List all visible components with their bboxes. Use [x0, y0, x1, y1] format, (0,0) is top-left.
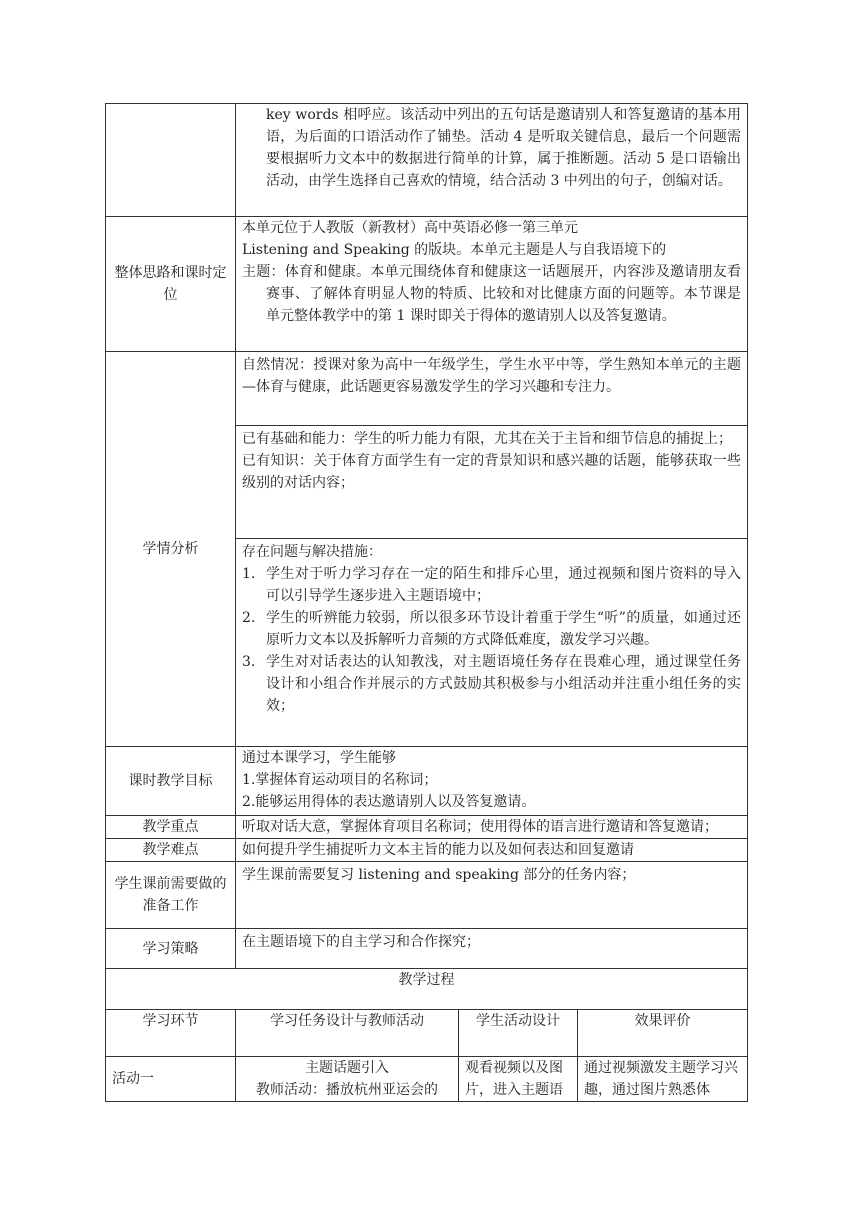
natural-situation-text: 自然情况：授课对象为高中一年级学生，学生水平中等，学生熟知本单元的主题—体育与健康，此话题更容易激发学生的学习兴趣和专注力。	[242, 357, 742, 395]
problem-item: 1. 学生对于听力学习存在一定的陌生和排斥心里，通过视频和图片资料的导入可以引导学生逐步进入主题语境中；	[242, 566, 742, 604]
objectives-label: 课时教学目标	[106, 747, 236, 816]
problems-title: 存在问题与解决措施：	[242, 544, 382, 560]
difficult-points-row	[106, 839, 748, 862]
objectives-line: 2.能够运用得体的表达邀请别人以及答复邀请。	[242, 794, 536, 810]
activity-evaluation-text: 通过视频激发主题学习兴趣，通过图片熟悉体	[578, 1057, 748, 1102]
knowledge-text: 已有知识：关于体育方面学生有一定的背景知识和感兴趣的话题，能够获取一些级别的对话内容；	[242, 453, 742, 491]
strategy-text: 在主题语境下的自主学习和合作探究；	[236, 929, 748, 969]
header-stage: 学习环节	[106, 1010, 236, 1057]
objectives-row	[106, 747, 748, 816]
student-analysis-label: 学情分析	[106, 352, 236, 747]
problem-item: 2. 学生的听辨能力较弱，所以很多环节设计着重于学生“听”的质量，如通过还原听力文本以及拆解听力音频的方式降低难度，激发学习兴趣。	[242, 610, 742, 648]
difficult-points-text: 如何提升学生捕捉听力文本主旨的能力以及如何表达和回复邀请	[236, 839, 748, 862]
positioning-row	[106, 217, 748, 352]
header-evaluation: 效果评价	[578, 1010, 748, 1057]
key-points-label: 教学重点	[106, 816, 236, 839]
preparation-row	[106, 862, 748, 929]
key-points-row	[106, 816, 748, 839]
header-student: 学生活动设计	[459, 1010, 578, 1057]
positioning-label: 整体思路和课时定位	[106, 217, 236, 352]
activity-student-text: 观看视频以及图片，进入主题语	[459, 1057, 578, 1102]
problem-item: 3. 学生对对话表达的认知教浅，对主题语境任务存在畏难心理，通过课堂任务设计和小组合作并展示的方式鼓励其积极参与小组活动并注重小组任务的实效；	[242, 654, 742, 714]
positioning-line-1: 本单元位于人教版（新教材）高中英语必修一第三单元	[242, 220, 578, 236]
header-task: 学习任务设计与教师活动	[236, 1010, 459, 1057]
lesson-plan-table	[105, 103, 748, 1102]
positioning-line-2: Listening and Speaking 的版块。本单元主题是人与自我语境下的	[242, 242, 667, 258]
activity-stage: 活动一	[106, 1057, 236, 1102]
key-points-text: 听取对话大意，掌握体育项目名称词；使用得体的语言进行邀请和答复邀请；	[236, 816, 748, 839]
preparation-label: 学生课前需要做的准备工作	[106, 862, 236, 929]
process-title: 教学过程	[106, 969, 748, 1010]
objectives-line: 通过本课学习，学生能够	[242, 750, 396, 766]
design-continuation-text: key words 相呼应。该活动中列出的五句话是邀请别人和答复邀请的基本用语，为后面的口语活动作了铺垫。活动 4 是听取关键信息，最后一个问题需要根据听力文本中的数据进行简单的计算，属于推断题。活动 5 是口语输出活动，由学生选择自己喜欢的情境，结合活动 3 中列出的句子，创编对话。	[266, 107, 742, 189]
activity-task-text: 教师活动：播放杭州亚运会的	[256, 1082, 438, 1098]
positioning-line-3: 主题：体育和健康。本单元围绕体育和健康这一话题展开，内容涉及邀请朋友看赛事、了解体育明显人物的特质、比较和对比健康方面的问题等。本节课是单元整体教学中的第 1 课时即关于得体的邀请别人以及答复邀请。	[242, 264, 742, 324]
strategy-row	[106, 929, 748, 969]
activity-task-title: 主题话题引入	[305, 1060, 389, 1076]
difficult-points-label: 教学难点	[106, 839, 236, 862]
design-continuation-row	[106, 104, 748, 217]
process-header-row	[106, 1010, 748, 1057]
student-analysis-row	[106, 352, 748, 747]
empty-label-cell	[106, 104, 236, 217]
strategy-label: 学习策略	[106, 929, 236, 969]
process-title-row	[106, 969, 748, 1010]
activity-row	[106, 1057, 748, 1102]
objectives-line: 1.掌握体育运动项目的名称词；	[242, 772, 438, 788]
foundation-text: 已有基础和能力：学生的听力能力有限，尤其在关于主旨和细节信息的捕捉上；	[242, 431, 732, 447]
preparation-text: 学生课前需要复习 listening and speaking 部分的任务内容；	[236, 862, 748, 929]
